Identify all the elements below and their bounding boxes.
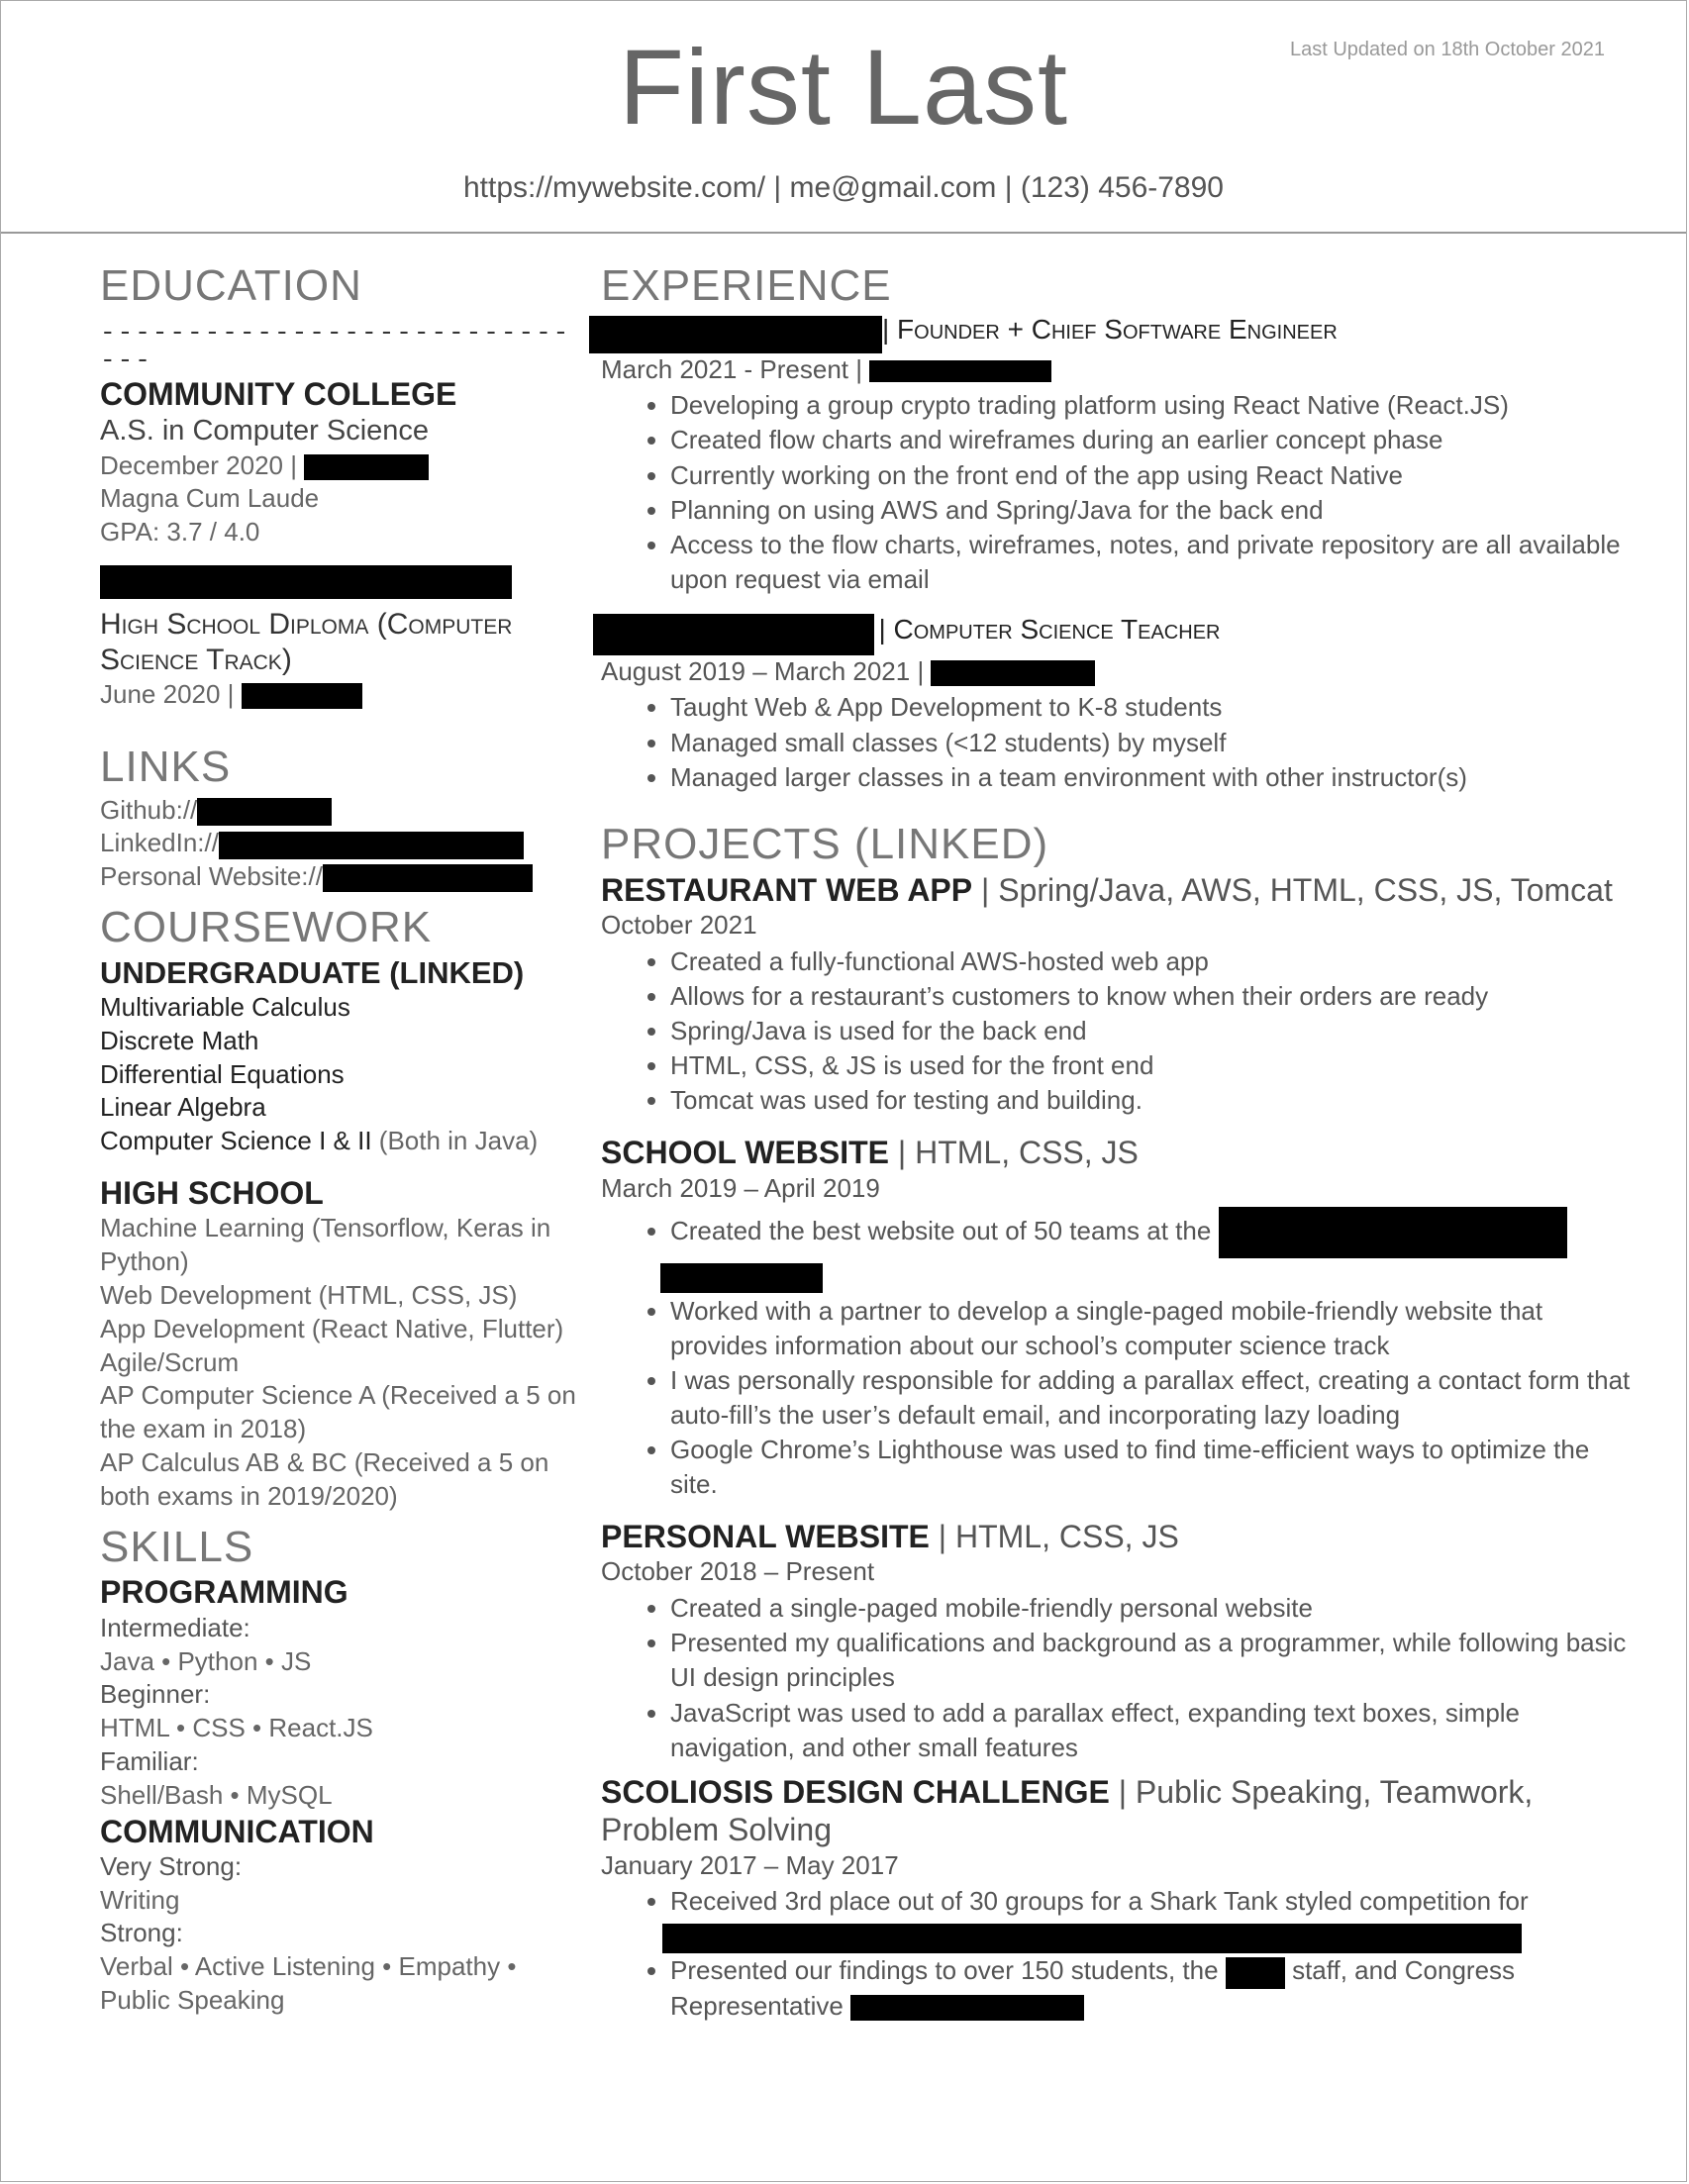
last-updated: Last Updated on 18th October 2021 <box>1289 39 1605 60</box>
course-item <box>100 1125 585 1158</box>
project-date: March 2019 – April 2019 <box>601 1172 880 1203</box>
projects-title[interactable]: PROJECTS (LINKED) <box>601 819 1049 868</box>
bullet-text: staff, and Congress Representative <box>670 1955 1516 2021</box>
hs-diploma-line2: Science Track) <box>100 644 292 677</box>
project-4 <box>601 1773 1631 2024</box>
redaction <box>304 454 429 480</box>
project-name: PERSONAL WEBSITE <box>601 1519 930 1555</box>
strong-skills: Verbal • Active Listening • Empathy • Public Speaking <box>100 1951 517 2016</box>
experience-title: EXPERIENCE <box>601 261 892 310</box>
bullet: • Managed small classes (<12 students) by myself <box>670 726 1631 760</box>
bullet: • Created a fully-functional AWS-hosted web app <box>670 944 1631 979</box>
bullet: • Created flow charts and wireframes during an earlier concept phase <box>670 423 1631 457</box>
cs-course: Computer Science I & II <box>100 1126 372 1156</box>
education-date <box>100 449 585 483</box>
bullet: • Created a single-paged mobile-friendly personal website <box>670 1591 1631 1626</box>
bullet: • Developing a group crypto trading platform using React Native (React.JS) <box>670 388 1631 423</box>
bullet-text: Created the best website out of 50 teams at the <box>670 1216 1212 1246</box>
project-tech: | Public Speaking, Teamwork, Problem Solving <box>601 1773 1534 1848</box>
hs-course-item: App Development (React Native, Flutter) <box>100 1313 564 1343</box>
resume-header <box>1 1 1686 234</box>
redaction <box>869 360 1051 382</box>
job-1 <box>601 313 1631 597</box>
bullet <box>670 1884 1631 1953</box>
project-tech: | HTML, CSS, JS <box>888 1135 1139 1171</box>
bullet: • Taught Web & App Development to K-8 students <box>670 690 1631 725</box>
skills-title: SKILLS <box>100 1522 254 1571</box>
bullet-text: Presented our findings to over 150 students, the <box>670 1955 1219 1986</box>
bullet: • Managed larger classes in a team environment with other instructor(s) <box>670 760 1631 795</box>
project-bullets <box>601 944 1631 1118</box>
bullet: • Access to the flow charts, wireframes, notes, and private repository are all available upon request via email <box>670 528 1631 597</box>
website-label: Personal Website:// <box>100 861 323 892</box>
very-strong-label: Very Strong: <box>100 1850 243 1881</box>
coursework-title: COURSEWORK <box>100 903 433 951</box>
hs-coursework-title: HIGH SCHOOL <box>100 1174 324 1211</box>
project-head[interactable] <box>601 1518 1631 1555</box>
github-link[interactable] <box>100 794 585 828</box>
degree: A.S. in Computer Science <box>100 415 430 447</box>
job-title: | Founder + Chief Software Engineer <box>882 313 1338 345</box>
job-bullets <box>601 388 1631 597</box>
linkedin-label: LinkedIn:// <box>100 828 219 858</box>
job-2 <box>601 613 1631 795</box>
website-link[interactable] <box>100 860 585 894</box>
bullet-text: Received 3rd place out of 30 groups for a Shark Tank styled competition for <box>670 1886 1529 1917</box>
bullet: • Allows for a restaurant’s customers to know when their orders are ready <box>670 979 1631 1014</box>
hs-course-item: Web Development (HTML, CSS, JS) <box>100 1279 518 1310</box>
bullet: • Google Chrome’s Lighthouse was used to find time-efficient ways to optimize the site. <box>670 1433 1631 1502</box>
project-2 <box>601 1134 1631 1502</box>
undergrad-title[interactable]: UNDERGRADUATE (LINKED) <box>100 954 525 990</box>
intermediate-skills: Java • Python • JS <box>100 1645 312 1676</box>
course-item: Discrete Math <box>100 1025 259 1055</box>
bullet: • Planning on using AWS and Spring/Java for the back end <box>670 493 1631 528</box>
bullet: • Currently working on the front end of the app using React Native <box>670 458 1631 493</box>
redaction <box>593 614 874 655</box>
course-item: Multivariable Calculus <box>100 991 350 1022</box>
college-name: COMMUNITY COLLEGE <box>100 375 457 412</box>
bullet: • Spring/Java is used for the back end <box>670 1014 1631 1048</box>
hs-date <box>100 678 585 712</box>
project-name: SCOLIOSIS DESIGN CHALLENGE <box>601 1773 1110 1810</box>
education-title: EDUCATION <box>100 261 362 310</box>
contact-line: https://mywebsite.com/ | me@gmail.com | (123) 456-7890 <box>462 171 1224 204</box>
redaction <box>660 1263 823 1293</box>
intermediate-label: Intermediate: <box>100 1612 250 1642</box>
programming-title: PROGRAMMING <box>100 1574 348 1611</box>
job-bullets <box>601 690 1631 794</box>
linkedin-link[interactable] <box>100 827 585 860</box>
hs-course-item: Machine Learning (Tensorflow, Keras in Python) <box>100 1213 551 1277</box>
project-tech: | HTML, CSS, JS <box>929 1519 1179 1555</box>
communication-title: COMMUNICATION <box>100 1813 374 1849</box>
right-column <box>601 260 1631 2024</box>
bullet: • JavaScript was used to add a parallax effect, expanding text boxes, simple navigation, and other small features <box>670 1696 1631 1765</box>
left-column <box>100 260 585 2018</box>
project-head[interactable] <box>601 1134 1631 1171</box>
honors: Magna Cum Laude <box>100 483 320 514</box>
redaction <box>100 565 585 599</box>
hs-diploma-line1: High School Diploma (Computer <box>100 608 513 642</box>
hs-course-item: AP Calculus AB & BC (Received a 5 on both exams in 2019/2020) <box>100 1446 549 1511</box>
project-date: October 2018 – Present <box>601 1556 875 1587</box>
project-head[interactable] <box>601 1773 1631 1849</box>
github-label: Github:// <box>100 794 198 825</box>
redaction <box>323 864 533 892</box>
course-item: Linear Algebra <box>100 1092 266 1123</box>
familiar-label: Familiar: <box>100 1745 199 1776</box>
job-date-text: March 2021 - Present | <box>601 353 862 384</box>
project-bullets <box>601 1207 1631 1502</box>
job-date <box>601 655 1631 689</box>
redaction <box>197 798 332 826</box>
hs-date-text: June 2020 | <box>100 679 235 710</box>
hs-course-item: AP Computer Science A (Received a 5 on the exam in 2018) <box>100 1380 576 1444</box>
project-bullets <box>601 1884 1631 2023</box>
project-tech: | Spring/Java, AWS, HTML, CSS, JS, Tomcat <box>972 871 1613 908</box>
project-1 <box>601 871 1631 1119</box>
course-item: Differential Equations <box>100 1058 345 1089</box>
links-title: LINKS <box>100 742 232 791</box>
beginner-label: Beginner: <box>100 1679 211 1710</box>
project-name: RESTAURANT WEB APP <box>601 871 973 908</box>
redaction <box>931 660 1095 686</box>
bullet: • Presented my qualifications and background as a programmer, while following basic UI design principles <box>670 1626 1631 1695</box>
project-bullets <box>601 1591 1631 1764</box>
project-date: January 2017 – May 2017 <box>601 1849 899 1880</box>
bullet: • I was personally responsible for adding a parallax effect, creating a contact form that auto-fill’s the user’s default email, and incorporating lazy loading <box>670 1363 1631 1433</box>
redaction <box>1226 1957 1285 1989</box>
project-3 <box>601 1518 1631 1765</box>
education-divider: ------------------------------ <box>100 317 571 376</box>
very-strong-skills: Writing <box>100 1884 180 1915</box>
redaction <box>850 1995 1084 2021</box>
bullet: • HTML, CSS, & JS is used for the front end <box>670 1048 1631 1083</box>
hs-course-item: Agile/Scrum <box>100 1346 240 1377</box>
redaction <box>589 316 882 353</box>
familiar-skills: Shell/Bash • MySQL <box>100 1779 333 1810</box>
redaction <box>662 1924 1522 1953</box>
project-date: October 2021 <box>601 909 757 940</box>
education-date-text: December 2020 | <box>100 449 297 480</box>
gpa: GPA: 3.7 / 4.0 <box>100 517 260 547</box>
bullet: • Worked with a partner to develop a single-paged mobile-friendly website that provides information about our school’s computer science track <box>670 1294 1631 1363</box>
job-date <box>601 353 1631 387</box>
project-name: SCHOOL WEBSITE <box>601 1135 889 1171</box>
redaction <box>242 683 362 709</box>
project-head[interactable] <box>601 871 1631 909</box>
redaction <box>219 832 524 859</box>
strong-label: Strong: <box>100 1918 183 1948</box>
cs-note: (Both in Java) <box>371 1126 539 1156</box>
beginner-skills: HTML • CSS • React.JS <box>100 1713 373 1743</box>
bullet <box>670 1953 1631 2023</box>
bullet <box>670 1207 1631 1293</box>
redaction <box>1219 1207 1567 1258</box>
job-date-text: August 2019 – March 2021 | <box>601 655 925 686</box>
job-title: | Computer Science Teacher <box>878 613 1221 645</box>
bullet: • Tomcat was used for testing and building. <box>670 1083 1631 1118</box>
full-name: First Last <box>618 27 1069 147</box>
